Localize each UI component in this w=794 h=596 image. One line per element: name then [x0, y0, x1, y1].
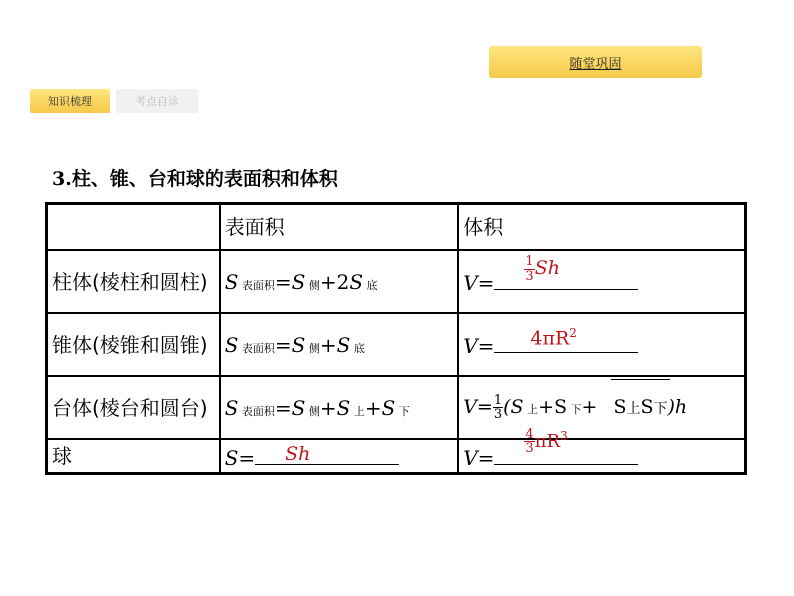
- table-row: [47, 313, 746, 376]
- nav-review-button[interactable]: [489, 46, 702, 78]
- table-row: [47, 439, 746, 474]
- answer-blank: [494, 326, 638, 353]
- solid-name-cell: 球: [47, 439, 220, 474]
- formula-table: [45, 202, 747, 475]
- table-header-row: [47, 204, 746, 251]
- answer-text: $4\pi R^2$: [530, 326, 577, 350]
- volume-formula-cell: V= $\frac{1}{3}$ (S 上+S 下+ S上S下)h: [458, 376, 745, 439]
- surface-formula-cell: S 表面积=S 侧+S 上+S 下: [220, 376, 459, 439]
- table-row: [47, 376, 746, 439]
- solid-name-cell: 台体(棱台和圆台): [47, 376, 220, 439]
- sqrt-term: S上S下: [613, 395, 667, 420]
- solid-name-cell: 柱体(棱柱和圆柱): [47, 250, 220, 313]
- tab-knowledge-summary[interactable]: [30, 89, 110, 113]
- table-row: [47, 250, 746, 313]
- section-number: 3: [52, 168, 66, 190]
- surface-formula-cell: S 表面积=S 侧+2S 底: [220, 250, 459, 313]
- volume-formula-cell: V= $\frac{1}{3}$ Sh: [458, 250, 745, 313]
- nav-review-label: 随堂巩固: [569, 56, 622, 72]
- answer-text: Sh: [285, 442, 311, 465]
- section-title: .柱、锥、台和球的表面积和体积: [65, 168, 338, 190]
- section-heading: [52, 164, 338, 191]
- answer-blank: [255, 442, 399, 465]
- tab-self-test[interactable]: [116, 89, 198, 113]
- header-cell-surface: 表面积: [220, 204, 459, 251]
- volume-formula-cell: V= $\frac{4}{3}$ $\pi R^3$: [458, 439, 745, 474]
- volume-formula-cell: V= $4\pi R^2$: [458, 313, 745, 376]
- header-cell-empty: [47, 204, 220, 251]
- surface-formula-cell: S 表面积=S 侧+S 底: [220, 313, 459, 376]
- tab-knowledge-summary-label: 知识梳理: [48, 95, 92, 108]
- header-cell-volume: 体积: [458, 204, 745, 251]
- solid-name-cell: 锥体(棱锥和圆锥): [47, 313, 220, 376]
- answer-text: $\frac{4}{3}$ $\pi R^3$: [525, 426, 568, 457]
- surface-formula-cell: S= Sh: [220, 439, 459, 474]
- tab-self-test-label: 考点自诊: [135, 95, 179, 108]
- answer-text: $\frac{1}{3}$ Sh: [525, 254, 560, 284]
